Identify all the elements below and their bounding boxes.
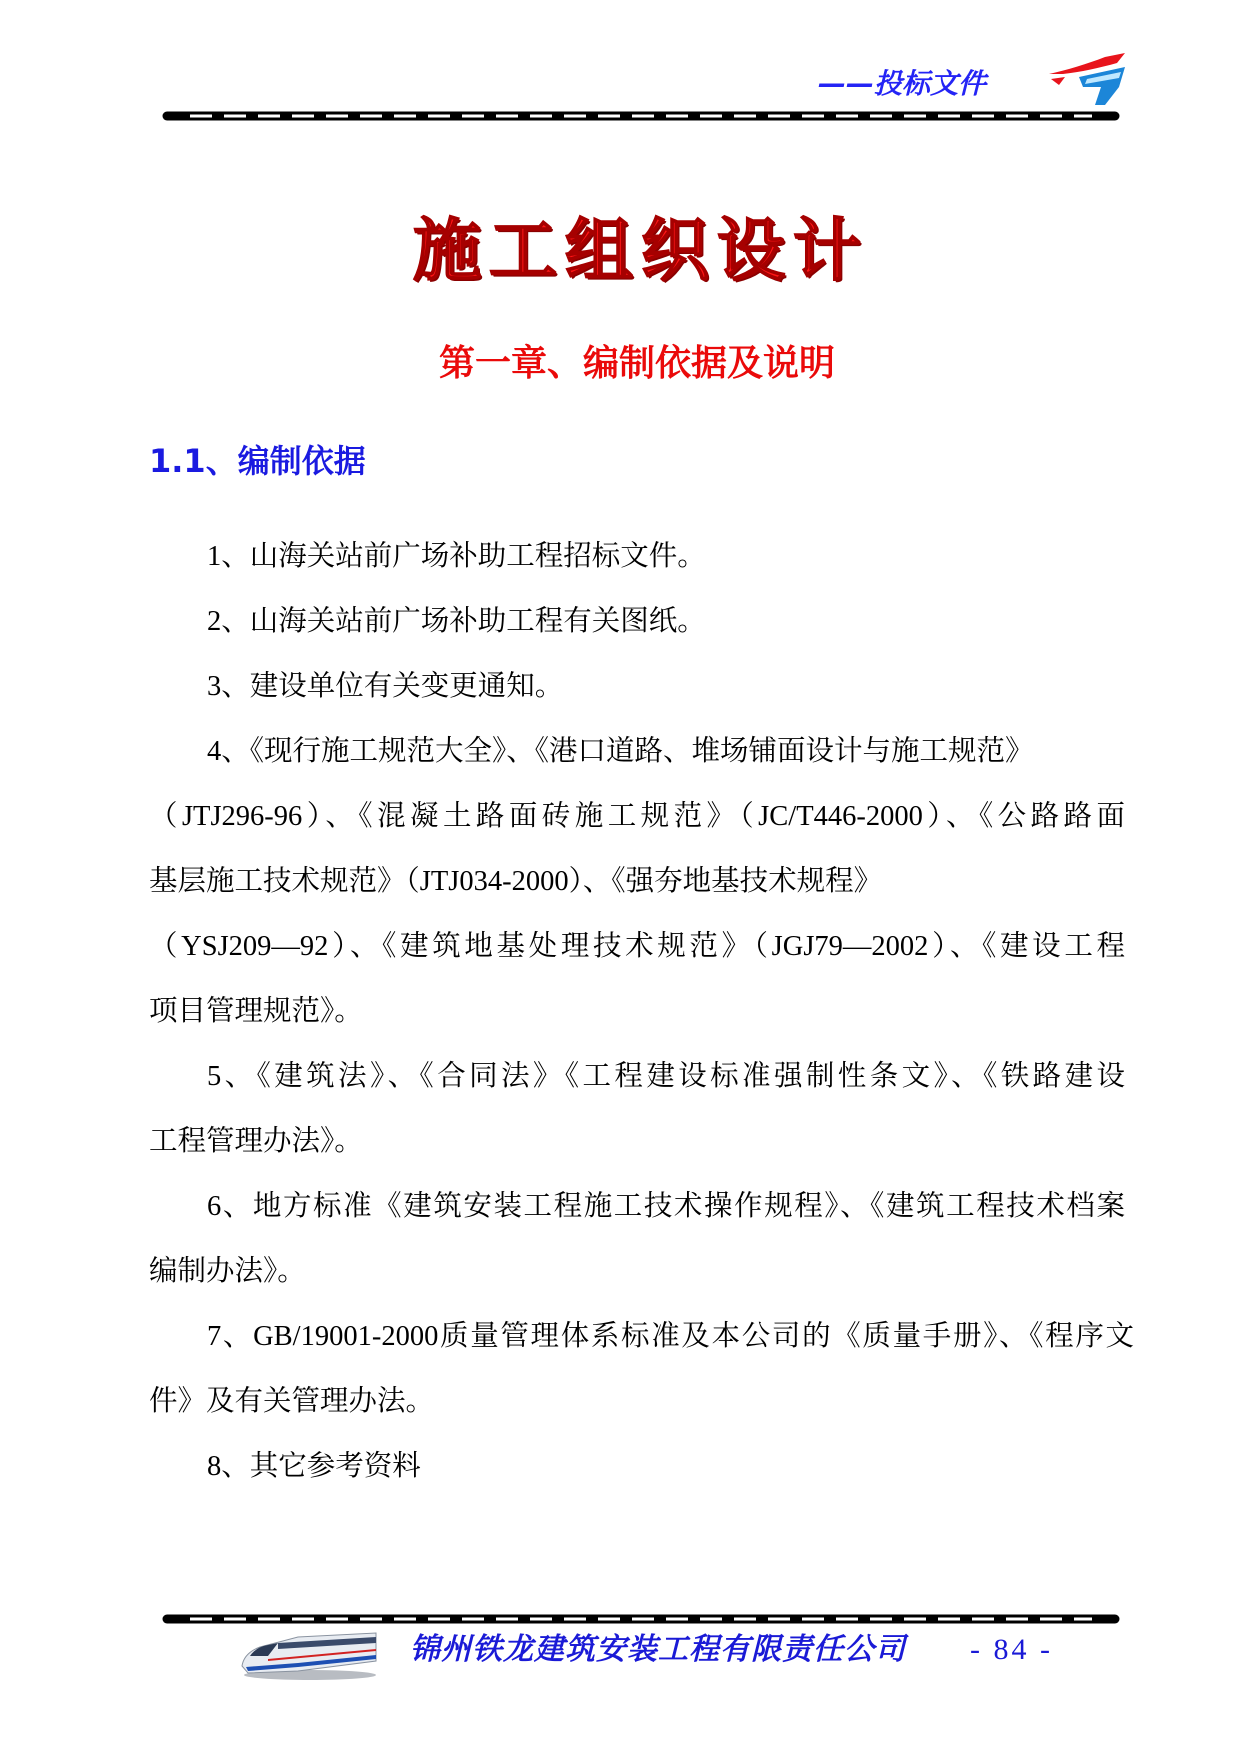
paragraph-line: （JTJ296-96）、《混凝土路面砖施工规范》（JC/T446-2000）、《公路路面 (149, 801, 1125, 832)
paragraph-line: 8、其它参考资料 (207, 1451, 421, 1482)
paragraph-line: 4、《现行施工规范大全》、《港口道路、堆场铺面设计与施工规范》 (207, 736, 1034, 767)
paragraph-line: 2、山海关站前广场补助工程有关图纸。 (207, 606, 706, 637)
page-number: - 84 - (970, 1633, 1053, 1666)
body-text (149, 524, 1134, 1499)
paragraph-line: 编制办法》。 (149, 1256, 306, 1287)
document-title: 施工组织设计 (412, 212, 869, 291)
paragraph-line: 基层施工技术规范》（JTJ034-2000）、《强夯地基技术规程》 (149, 866, 883, 897)
chapter-title: 第一章、编制依据及说明 (438, 343, 835, 384)
footer-company-name: 锦州铁龙建筑安装工程有限责任公司 (410, 1632, 906, 1667)
paragraph (149, 1044, 1125, 1174)
header-divider (160, 109, 1122, 123)
paragraph-line: 项目管理规范》。 (149, 996, 363, 1027)
paragraph-line: 3、建设单位有关变更通知。 (207, 671, 564, 702)
paragraph (149, 1174, 1125, 1304)
paragraph-line: 7、GB/19001-2000质量管理体系标准及本公司的《质量手册》、《程序文 (207, 1321, 1134, 1352)
paragraph (149, 1304, 1134, 1434)
paragraph-line: 工程管理办法》。 (149, 1126, 363, 1157)
section-title: 1.1、编制依据 (149, 442, 366, 480)
paragraph (149, 589, 1125, 654)
header-title: ——投标文件 (818, 67, 987, 100)
paragraph-line: 1、山海关站前广场补助工程招标文件。 (207, 541, 706, 572)
paragraph-line: 5、《建筑法》、《合同法》《工程建设标准强制性条文》、《铁路建设 (207, 1061, 1125, 1092)
paragraph-line: （YSJ209—92）、《建筑地基处理技术规范》（JGJ79—2002）、《建设工程 (149, 931, 1125, 962)
company-logo-icon (1049, 53, 1125, 107)
footer-divider (160, 1612, 1122, 1626)
train-icon (238, 1626, 378, 1682)
paragraph (149, 654, 1125, 719)
paragraph (149, 1434, 1125, 1499)
paragraph-line: 6、地方标准《建筑安装工程施工技术操作规程》、《建筑工程技术档案 (207, 1191, 1125, 1222)
paragraph (149, 719, 1125, 1044)
paragraph (149, 524, 1125, 589)
paragraph-line: 件》及有关管理办法。 (149, 1386, 435, 1417)
